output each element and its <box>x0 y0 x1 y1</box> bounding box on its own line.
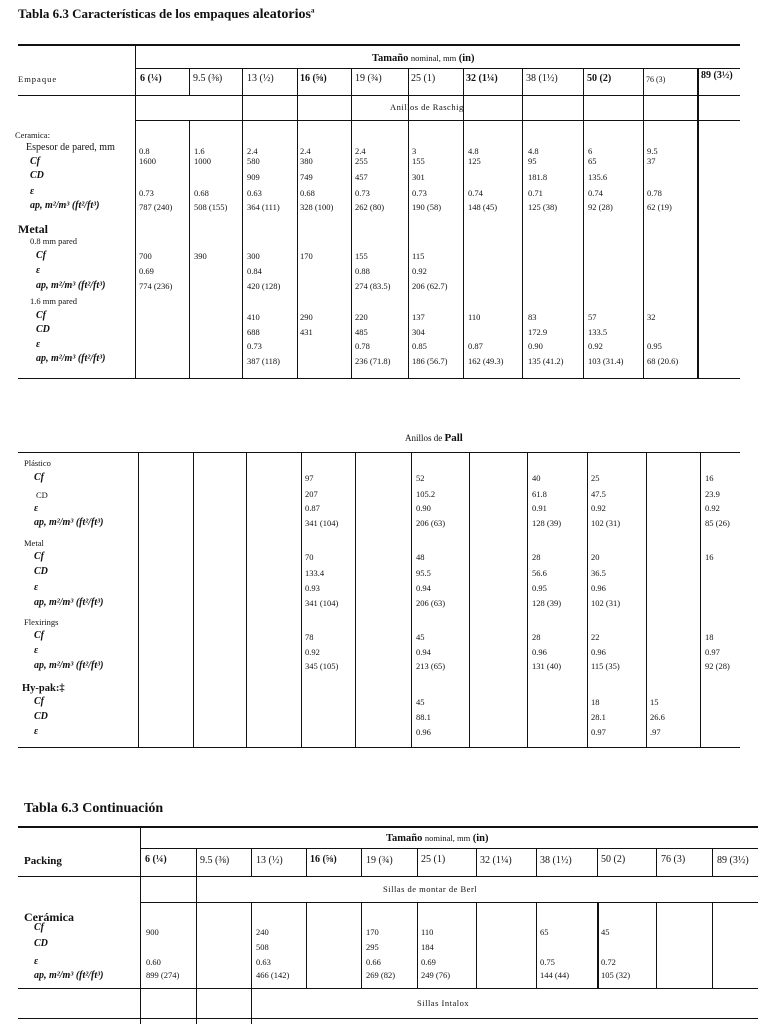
cell-value: 102 (31) <box>591 518 621 528</box>
cell-value: 255 <box>355 156 368 166</box>
size-col: 76 (3) <box>661 854 686 865</box>
cell-value: 220 <box>355 312 368 322</box>
row-header: Packing <box>24 855 62 867</box>
cell-value: 236 (71.8) <box>355 356 391 366</box>
cell-value: 97 <box>305 473 314 483</box>
size-col: 6 (¼) <box>145 854 167 865</box>
cell-value: 206 (63) <box>416 598 446 608</box>
cell-value: 128 (39) <box>532 518 562 528</box>
cell-value: 2.4 <box>355 146 366 156</box>
t2-intalox-rule <box>18 1018 758 1019</box>
row-label: Cf <box>36 310 46 321</box>
cell-value: 0.60 <box>146 957 161 967</box>
row-label: ε <box>34 645 39 656</box>
cell-value: 131 (40) <box>532 661 562 671</box>
cell-value: 380 <box>300 156 313 166</box>
cell-value: 9.5 <box>647 146 658 156</box>
size-col: 76 (3) <box>646 75 666 84</box>
cell-value: 1.6 <box>194 146 205 156</box>
cell-value: 102 (31) <box>591 598 621 608</box>
cell-value: 0.92 <box>588 341 603 351</box>
cell-value: 115 <box>412 251 425 261</box>
row-label: ap, m²/m³ (ft²/ft³) <box>34 597 104 608</box>
cell-value: 0.68 <box>194 188 209 198</box>
cell-value: 0.97 <box>705 647 720 657</box>
col-divider <box>193 452 194 748</box>
cell-value: 25 <box>591 473 600 483</box>
cell-value: 133.4 <box>305 568 325 578</box>
size-col: 32 (1¼) <box>480 855 512 866</box>
cell-value: 0.63 <box>247 188 262 198</box>
cell-value: 18 <box>591 697 600 707</box>
cell-value: 688 <box>247 327 260 337</box>
cell-value: 410 <box>247 312 260 322</box>
cell-value: 26.6 <box>650 712 665 722</box>
cell-value: 144 (44) <box>540 970 570 980</box>
size-col: 38 (1½) <box>540 855 572 866</box>
cell-value: 65 <box>588 156 597 166</box>
cell-value: 0.96 <box>591 583 606 593</box>
cell-value: 0.71 <box>528 188 543 198</box>
col-divider <box>297 68 298 379</box>
cell-value: 135.6 <box>588 172 608 182</box>
cell-value: 125 (38) <box>528 202 558 212</box>
cell-value: 137 <box>412 312 425 322</box>
cell-value: 0.85 <box>412 341 427 351</box>
header-rule <box>18 95 740 96</box>
cell-value: 190 (58) <box>412 202 442 212</box>
size-col: 19 (¾) <box>366 855 393 866</box>
cell-value: 83 <box>528 312 537 322</box>
cell-value: 0.88 <box>355 266 370 276</box>
cell-value: 95 <box>528 156 537 166</box>
cell-value: 328 (100) <box>300 202 334 212</box>
cell-value: 45 <box>416 632 425 642</box>
cell-value: .97 <box>650 727 661 737</box>
cell-value: 345 (105) <box>305 661 339 671</box>
section-intalox: Sillas Intalox <box>417 998 470 1008</box>
cell-value: 0.73 <box>247 341 262 351</box>
col-divider <box>355 452 356 748</box>
row-label: ap, m²/m³ (ft²/ft³) <box>34 970 104 981</box>
size-col: 16 (⅝) <box>300 73 327 84</box>
cell-value: 128 (39) <box>532 598 562 608</box>
cell-value: 304 <box>412 327 425 337</box>
cell-value: 0.87 <box>468 341 483 351</box>
cell-value: 341 (104) <box>305 518 339 528</box>
cell-value: 186 (56.7) <box>412 356 448 366</box>
cell-value: 900 <box>146 927 159 937</box>
col-divider <box>196 848 197 1024</box>
cell-value: 92 (28) <box>588 202 613 212</box>
row-label: CD <box>34 938 48 949</box>
cell-value: 85 (26) <box>705 518 730 528</box>
cell-value: 3 <box>412 146 417 156</box>
size-col: 6 (¼) <box>140 73 162 84</box>
cell-value: 0.78 <box>355 341 370 351</box>
row-label: ε <box>30 186 35 197</box>
col-divider <box>656 848 657 876</box>
cell-value: 62 (19) <box>647 202 672 212</box>
cell-value: 95.5 <box>416 568 431 578</box>
cell-value: 909 <box>247 172 260 182</box>
cell-value: 0.69 <box>421 957 436 967</box>
pall-bottom-rule <box>18 747 740 748</box>
cell-value: 184 <box>421 942 434 952</box>
row-label: Cf <box>34 630 44 641</box>
col-divider <box>643 68 644 379</box>
cell-value: 207 <box>305 489 318 499</box>
cell-value: 0.91 <box>532 503 547 513</box>
cell-value: 170 <box>300 251 313 261</box>
cell-value: 0.75 <box>540 957 555 967</box>
col-divider <box>700 452 701 748</box>
cell-value: 22 <box>591 632 600 642</box>
cell-value: 249 (76) <box>421 970 451 980</box>
bottom-rule <box>18 378 740 379</box>
row-label: ε <box>36 339 41 350</box>
col-divider <box>301 452 302 748</box>
cell-value: 700 <box>139 251 152 261</box>
cell-value: 78 <box>305 632 314 642</box>
cell-value: 390 <box>194 251 207 261</box>
cell-value: 0.92 <box>705 503 720 513</box>
cell-value: 0.94 <box>416 583 431 593</box>
cell-value: 0.69 <box>139 266 154 276</box>
col-divider <box>697 68 699 379</box>
size-rule <box>135 68 740 69</box>
row-label: Cf <box>34 472 44 483</box>
cell-value: 508 <box>256 942 269 952</box>
cell-value: 172.9 <box>528 327 548 337</box>
cell-value: 213 (65) <box>416 661 446 671</box>
cell-value: 0.95 <box>532 583 547 593</box>
col-divider <box>469 452 470 748</box>
table2-title: Tabla 6.3 Continuación <box>24 801 164 816</box>
cell-value: 148 (45) <box>468 202 498 212</box>
col-divider <box>712 848 713 876</box>
col-divider <box>135 44 136 379</box>
cell-value: 28 <box>532 552 541 562</box>
row-label: ε <box>34 582 39 593</box>
col-divider <box>646 452 647 748</box>
row-label: ε <box>34 503 39 514</box>
cell-value: 387 (118) <box>247 356 280 366</box>
cell-value: 466 (142) <box>256 970 290 980</box>
cell-value: 206 (63) <box>416 518 446 528</box>
col-divider <box>361 902 362 988</box>
cell-value: 20 <box>591 552 600 562</box>
col-divider <box>417 848 418 876</box>
cell-value: 48 <box>416 552 425 562</box>
cell-value: 0.90 <box>528 341 543 351</box>
col-divider <box>251 848 252 876</box>
section-berl: Sillas de montar de Berl <box>383 884 478 894</box>
cell-value: 0.73 <box>139 188 154 198</box>
size-col: 19 (¾) <box>355 73 382 84</box>
section-pall: Anillos de Pall <box>405 432 463 444</box>
cell-value: 16 <box>705 552 714 562</box>
cell-value: 37 <box>647 156 656 166</box>
t2-section-rule <box>140 902 758 903</box>
cell-value: 262 (80) <box>355 202 385 212</box>
cell-value: 0.72 <box>601 957 616 967</box>
row-label: ap, m²/m³ (ft²/ft³) <box>36 280 106 291</box>
row-label: CD <box>36 490 48 500</box>
size-col: 89 (3½) <box>717 855 749 866</box>
cell-value: 2.4 <box>300 146 311 156</box>
cell-value: 2.4 <box>247 146 258 156</box>
col-divider <box>251 902 252 1024</box>
col-divider <box>712 902 713 988</box>
cell-value: 341 (104) <box>305 598 339 608</box>
col-divider <box>536 902 537 988</box>
cell-value: 0.74 <box>468 188 483 198</box>
cell-value: 0.63 <box>256 957 271 967</box>
row-label: Cf <box>30 156 40 167</box>
cell-value: 45 <box>416 697 425 707</box>
cell-value: 18 <box>705 632 714 642</box>
cell-value: 52 <box>416 473 425 483</box>
cell-value: 0.78 <box>647 188 662 198</box>
cell-value: 155 <box>355 251 368 261</box>
cell-value: 1000 <box>194 156 211 166</box>
cell-value: 787 (240) <box>139 202 173 212</box>
cell-value: 70 <box>305 552 314 562</box>
row-label: Cf <box>36 250 46 261</box>
cell-value: 206 (62.7) <box>412 281 448 291</box>
cell-value: 1600 <box>139 156 156 166</box>
cell-value: 0.93 <box>305 583 320 593</box>
cell-value: 0.94 <box>416 647 431 657</box>
subgroup-metal-16: 1.6 mm pared <box>30 296 77 306</box>
cell-value: 0.66 <box>366 957 381 967</box>
group-metal: Metal <box>18 222 48 236</box>
row-label: ap, m²/m³ (ft²/ft³) <box>36 353 106 364</box>
row-label: CD <box>34 566 48 577</box>
cell-value: 774 (236) <box>139 281 173 291</box>
col-divider <box>583 68 584 379</box>
cell-value: 28.1 <box>591 712 606 722</box>
cell-value: 0.92 <box>591 503 606 513</box>
cell-value: 125 <box>468 156 481 166</box>
cell-value: 110 <box>468 312 481 322</box>
col-divider <box>527 452 528 748</box>
cell-value: 110 <box>421 927 434 937</box>
cell-value: 57 <box>588 312 597 322</box>
col-divider <box>306 848 307 876</box>
cell-value: 92 (28) <box>705 661 730 671</box>
col-divider <box>597 848 598 876</box>
pall-top-rule <box>18 452 740 453</box>
section-raschig: Anillos de Raschig <box>390 102 464 112</box>
t2-top-rule <box>18 826 758 828</box>
col-divider <box>417 902 418 988</box>
cell-value: 364 (111) <box>247 202 280 212</box>
cell-value: 431 <box>300 327 313 337</box>
row-label: CD <box>36 324 50 335</box>
group-ceramic: Ceramica: <box>15 130 50 140</box>
group-ceramic: Cerámica <box>24 910 74 924</box>
cell-value: 0.73 <box>355 188 370 198</box>
row-label: ε <box>34 726 39 737</box>
col-divider <box>536 848 537 876</box>
cell-value: 4.8 <box>468 146 479 156</box>
cell-value: 0.97 <box>591 727 606 737</box>
cell-value: 155 <box>412 156 425 166</box>
cell-value: 300 <box>247 251 260 261</box>
row-label: ε <box>34 956 39 967</box>
cell-value: 0.84 <box>247 266 262 276</box>
col-divider <box>597 902 599 988</box>
group-plastic: Plástico <box>24 458 51 468</box>
cell-value: 0.96 <box>532 647 547 657</box>
cell-value: 65 <box>540 927 549 937</box>
cell-value: 47.5 <box>591 489 606 499</box>
col-divider <box>476 902 477 988</box>
cell-value: 0.96 <box>416 727 431 737</box>
t2-bottom-rule <box>18 988 758 989</box>
cell-value: 0.87 <box>305 503 320 513</box>
size-col: 13 (½) <box>256 855 283 866</box>
cell-value: 508 (155) <box>194 202 228 212</box>
group-flexirings: Flexirings <box>24 617 59 627</box>
cell-value: 103 (31.4) <box>588 356 624 366</box>
size-col: 16 (⅝) <box>310 854 337 865</box>
cell-value: 580 <box>247 156 260 166</box>
cell-value: 301 <box>412 172 425 182</box>
row-label: Cf <box>34 551 44 562</box>
cell-value: 0.73 <box>412 188 427 198</box>
t2-size-rule <box>140 848 758 849</box>
col-divider <box>246 452 247 748</box>
row-label: ap, m²/m³ (ft²/ft³) <box>34 660 104 671</box>
cell-value: 0.92 <box>412 266 427 276</box>
col-divider <box>411 452 412 748</box>
size-col: 9.5 (⅜) <box>200 855 230 866</box>
col-divider <box>408 68 409 379</box>
cell-value: 162 (49.3) <box>468 356 504 366</box>
size-col: 9.5 (⅜) <box>193 73 223 84</box>
size-col: 25 (1) <box>421 854 446 865</box>
cell-value: 295 <box>366 942 379 952</box>
col-divider <box>189 120 190 379</box>
row-header: Empaque <box>18 74 58 84</box>
size-col: 89 (3½) <box>701 70 733 81</box>
col-divider <box>463 68 464 379</box>
cell-value: 0.90 <box>416 503 431 513</box>
cell-value: 4.8 <box>528 146 539 156</box>
row-label: ε <box>36 265 41 276</box>
row-label: Espesor de pared, mm <box>26 142 115 153</box>
cell-value: 45 <box>601 927 610 937</box>
size-col: 50 (2) <box>601 854 626 865</box>
cell-value: 23.9 <box>705 489 720 499</box>
row-label: Cf <box>34 696 44 707</box>
cell-value: 290 <box>300 312 313 322</box>
cell-value: 15 <box>650 697 659 707</box>
cell-value: 0.68 <box>300 188 315 198</box>
size-header: Tamaño nominal, mm (in) <box>386 833 489 844</box>
cell-value: 16 <box>705 473 714 483</box>
top-rule <box>18 44 740 46</box>
cell-value: 61.8 <box>532 489 547 499</box>
t2-header-rule <box>18 876 758 877</box>
col-divider <box>522 68 523 379</box>
group-metal: Metal <box>24 538 44 548</box>
cell-value: 133.5 <box>588 327 608 337</box>
cell-value: 135 (41.2) <box>528 356 564 366</box>
size-col: 38 (1½) <box>526 73 558 84</box>
col-divider <box>351 68 352 379</box>
cell-value: 40 <box>532 473 541 483</box>
col-divider <box>476 848 477 876</box>
section-rule <box>135 120 740 121</box>
cell-value: 240 <box>256 927 269 937</box>
cell-value: 28 <box>532 632 541 642</box>
cell-value: 749 <box>300 172 313 182</box>
row-label: ap, m²/m³ (ft²/ft³) <box>34 517 104 528</box>
cell-value: 0.95 <box>647 341 662 351</box>
row-label: CD <box>34 711 48 722</box>
cell-value: 105 (32) <box>601 970 631 980</box>
group-hypak: Hy-pak:‡ <box>22 683 65 694</box>
cell-value: 485 <box>355 327 368 337</box>
cell-value: 0.96 <box>591 647 606 657</box>
cell-value: 105.2 <box>416 489 436 499</box>
col-divider <box>587 452 588 748</box>
row-label: CD <box>30 170 44 181</box>
cell-value: 56.6 <box>532 568 547 578</box>
cell-value: 420 (128) <box>247 281 281 291</box>
col-divider <box>242 68 243 379</box>
cell-value: 68 (20.6) <box>647 356 679 366</box>
cell-value: 181.8 <box>528 172 548 182</box>
col-divider <box>189 68 190 96</box>
cell-value: 0.74 <box>588 188 603 198</box>
cell-value: 269 (82) <box>366 970 396 980</box>
subgroup-metal-08: 0.8 mm pared <box>30 236 77 246</box>
cell-value: 170 <box>366 927 379 937</box>
cell-value: 0.8 <box>139 146 150 156</box>
cell-value: 274 (83.5) <box>355 281 391 291</box>
col-divider <box>306 902 307 988</box>
col-divider <box>656 902 657 988</box>
cell-value: 36.5 <box>591 568 606 578</box>
row-label: ap, m²/m³ (ft²/ft³) <box>30 200 100 211</box>
size-col: 25 (1) <box>411 73 436 84</box>
cell-value: 0.92 <box>305 647 320 657</box>
table-title: Tabla 6.3 Características de los empaques aleatorios$^a$ <box>18 6 315 22</box>
row-label: Cf <box>34 922 44 933</box>
col-divider <box>361 848 362 876</box>
size-col: 13 (½) <box>247 73 274 84</box>
size-col: 50 (2) <box>587 73 612 84</box>
size-header: Tamaño nominal, mm (in) <box>372 53 475 64</box>
col-divider <box>140 826 141 1024</box>
cell-value: 115 (35) <box>591 661 620 671</box>
size-col: 32 (1¼) <box>466 73 498 84</box>
cell-value: 6 <box>588 146 593 156</box>
col-divider <box>138 452 139 748</box>
cell-value: 899 (274) <box>146 970 180 980</box>
cell-value: 88.1 <box>416 712 431 722</box>
cell-value: 32 <box>647 312 656 322</box>
cell-value: 457 <box>355 172 368 182</box>
